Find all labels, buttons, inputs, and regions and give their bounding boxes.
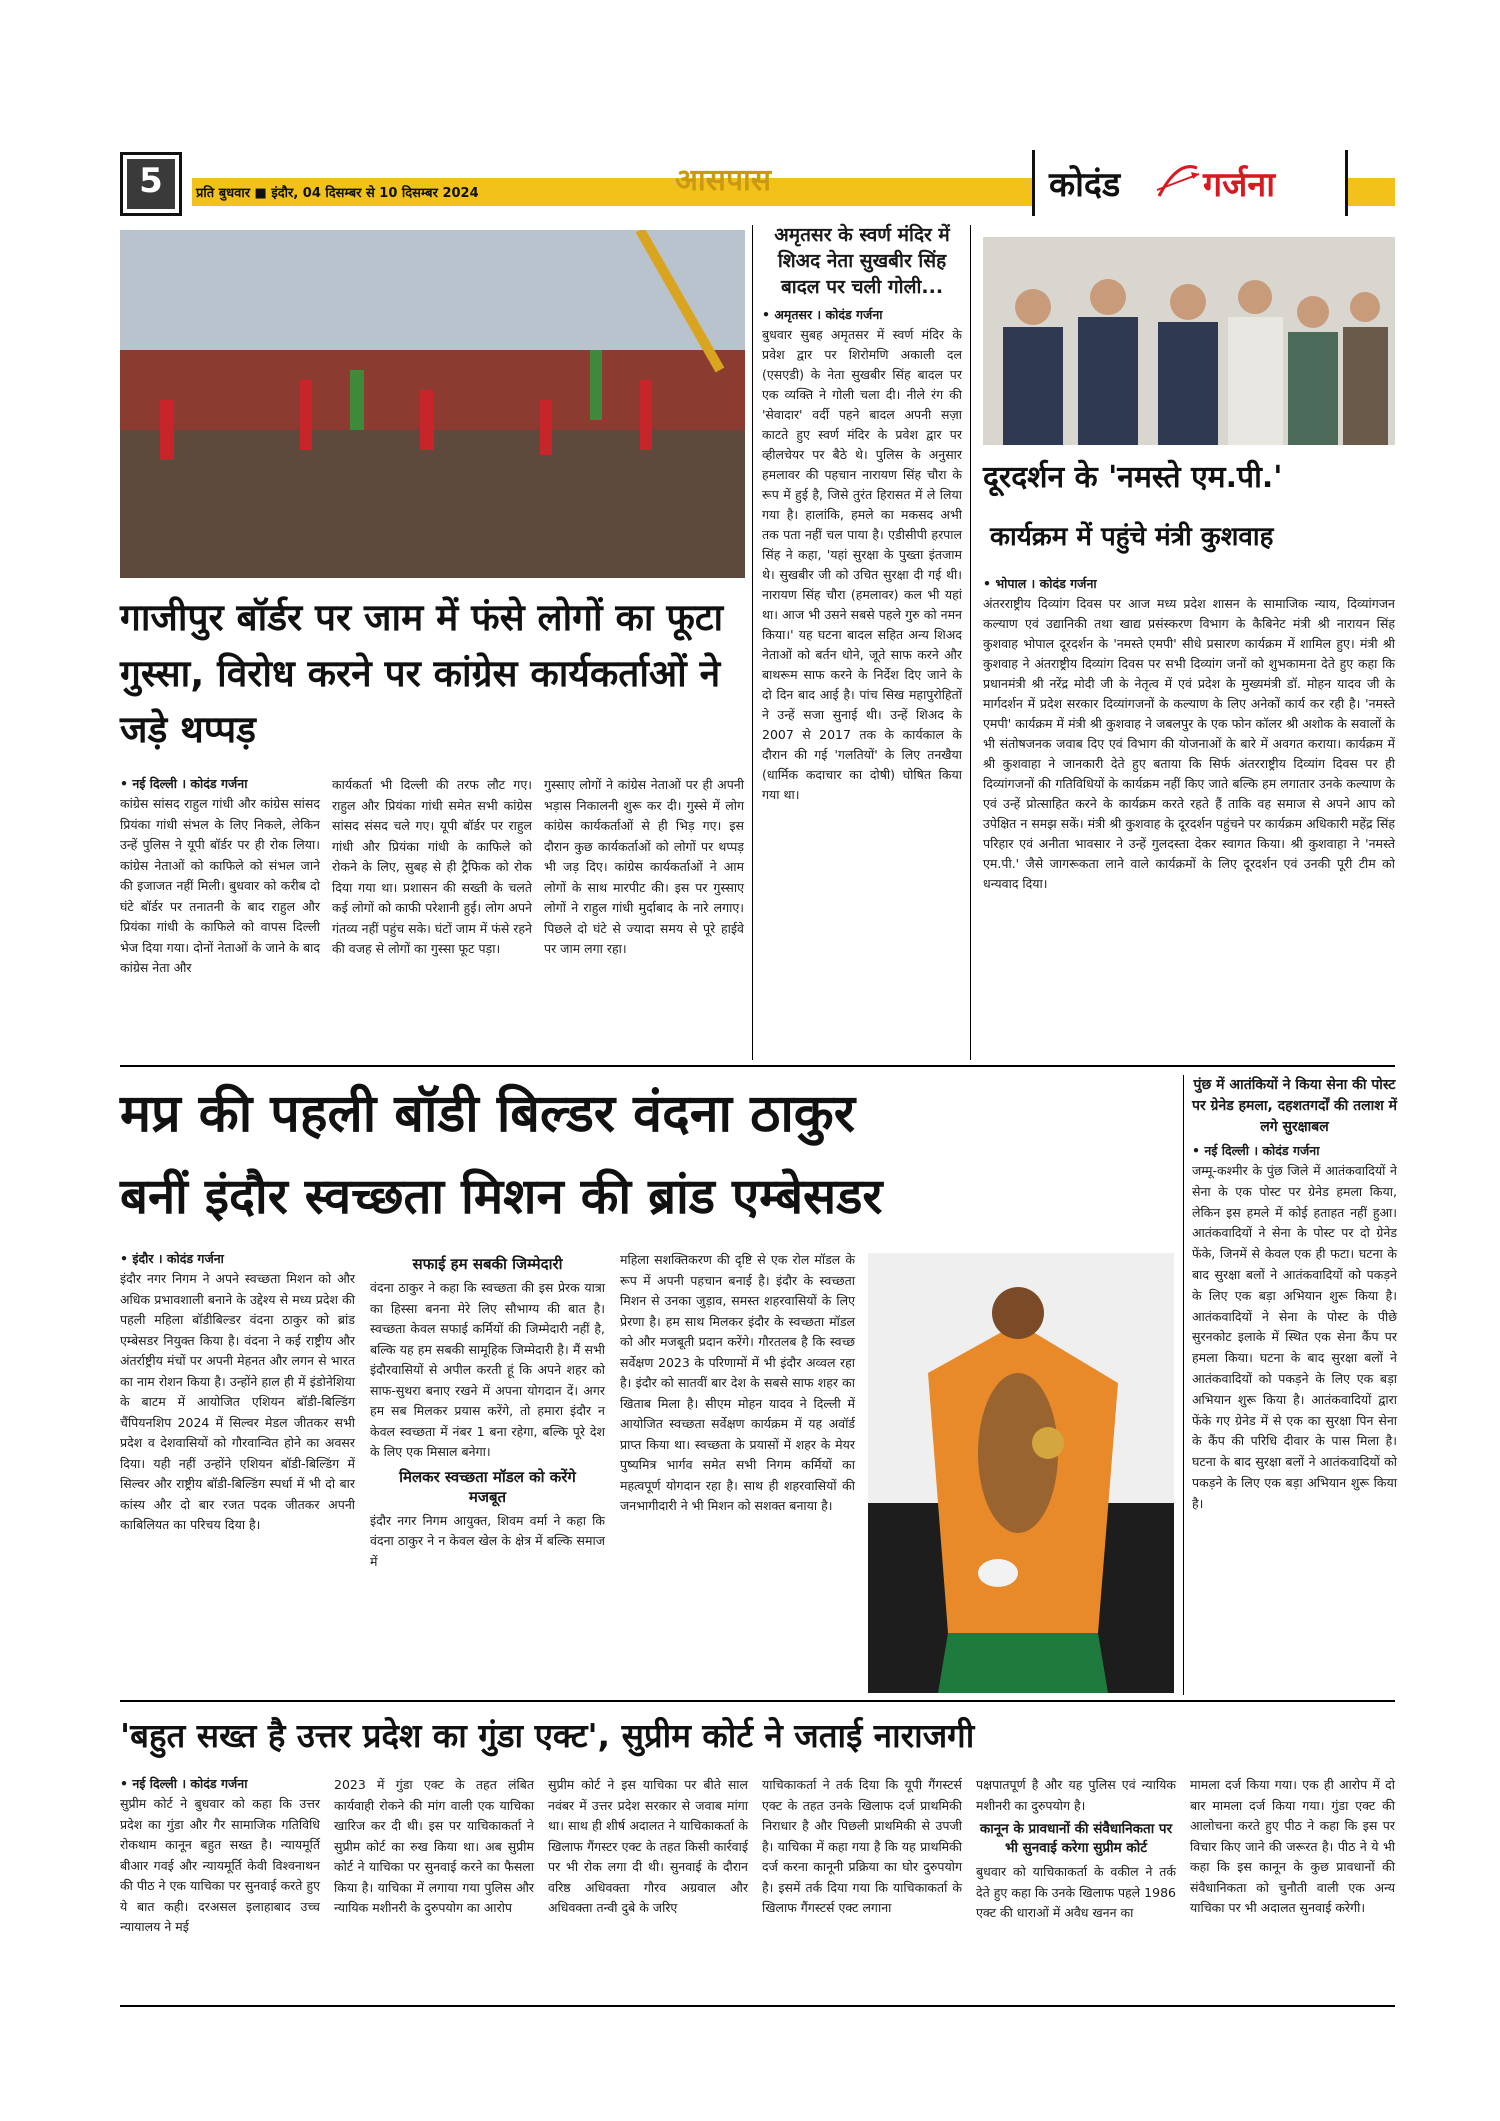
doordarshan-minister-photo xyxy=(983,237,1395,445)
supreme-col-2 xyxy=(334,1775,534,1919)
bow-arrow-icon xyxy=(1153,160,1203,208)
amritsar-article xyxy=(762,222,962,805)
dateline: प्रति बुधवार ■ इंदौर, 04 दिसम्बर से 10 दिसम्बर 2024 xyxy=(196,186,479,201)
ghazipur-col-3 xyxy=(544,775,744,960)
poonch-text: जम्मू-कश्मीर के पुंछ जिले में आतंकवादियों ने सेना के एक पोस्ट पर ग्रेनेड हमला किया, लेकिन इस हमले में कोई हताहत नहीं हुआ। आतंकवादियों ने सेना के पोस्ट पर दो ग्रेनेड फेंके, जिनमें से केवल एक ही फटा। घटना के बाद सुरक्षा बलों ने आतंकवादियों को पकड़ने के लिए एक बड़ा अभियान शुरू किया है। आतंकवादियों ने सेना के पोस्ट के पीछे सुरनकोट इलाके में स्थित एक सेना कैंप पर हमला किया। घटना के बाद सुरक्षा बलों ने आतंकवादियों को पकड़ने के लिए एक बड़ा अभियान शुरू किया है। आतंकवादियों द्वारा फेंके गए ग्रेनेड में से एक का सुरक्षा पिन सेना के कैंप की परिधि दीवार के पास मिला है। घटना के बाद सुरक्षा बलों ने आतंकवादियों को पकड़ने के लिए एक बड़ा अभियान शुरू किया है। xyxy=(1192,1163,1397,1511)
vandana-text-1: इंदौर नगर निगम ने अपने स्वच्छता मिशन को और अधिक प्रभावशाली बनाने के उद्देश्य से मध्य प्रदेश की पहली महिला बॉडीबिल्डर वंदना ठाकुर को ब्रांड एम्बेसडर नियुक्त किया है। वंदना ने कई राष्ट्रीय और अंतर्राष्ट्रीय मंचों पर अपनी मेहनत और लगन से भारत का नाम रोशन किया है। उन्होंने हाल ही में इंडोनेशिया के बाटम में आयोजित एशियन बॉडी-बिल्डिंग चैंपियनशिप 2024 में सिल्वर मेडल जीतकर सभी प्रदेश व देशवासियों को गौरवान्वित होने का अवसर दिया। यही नहीं उन्होंने एशियन बॉडी-बिल्डिंग में सिल्वर और राष्ट्रीय बॉडी-बिल्डिंग स्पर्धा में भी दो बार कांस्य और दो बार रजत पदक जीतकर अपनी काबिलियत का परिचय दिया है। xyxy=(120,1271,355,1532)
vandana-text-3: महिला सशक्तिकरण की दृष्टि से एक रोल मॉडल के रूप में अपनी पहचान बनाई है। इंदौर के स्वच्छता मिशन से उनका जुड़ाव, समस्त शहरवासियों के लिए प्रेरणा है। हम साथ मिलकर इंदौर के स्वच्छता मॉडल को और मजबूती प्रदान करेंगे। गौरतलब है कि स्वच्छ सर्वेक्षण 2023 के परिणामों में भी इंदौर अव्वल रहा है। इंदौर को सातवीं बार देश के सबसे साफ शहर का खिताब मिला है। सीएम मोहन यादव ने दिल्ली में आयोजित स्वच्छता सर्वेक्षण कार्यक्रम में यह अवॉर्ड प्राप्त किया था। स्वच्छता के प्रयासों में शहर के मेयर पुष्यमित्र भार्गव समेत सभी निगम कर्मियों का महत्वपूर्ण योगदान रहा है। साथ ही शहरवासियों की जनभागीदारी ने भी मिशन को सशक्त बनाया है। xyxy=(620,1252,855,1513)
vandana-subhead-1: सफाई हम सबकी जिम्मेदारी xyxy=(412,1255,563,1273)
poonch-article xyxy=(1192,1075,1397,1515)
supreme-text-5: पक्षपातपूर्ण है और यह पुलिस एवं न्यायिक मशीनरी का दुरुपयोग है। xyxy=(976,1777,1176,1813)
supreme-text-2: 2023 में गुंडा एक्ट के तहत लंबित कार्यवाही रोकने की मांग वाली एक याचिका खारिज कर दी थी। इस पर याचिकाकर्ता ने सुप्रीम कोर्ट का रुख किया था। अब सुप्रीम कोर्ट ने याचिका पर सुनवाई करने का फैसला किया है। याचिका में लगाया गया पुलिस और न्यायिक मशीनरी के दुरुपयोग का आरोप xyxy=(334,1777,534,1915)
vandana-headline-2: बनीं इंदौर स्वच्छता मिशन की ब्रांड एम्बेसडर xyxy=(120,1168,883,1225)
header-yellow-bar-right xyxy=(1345,178,1395,206)
masthead-right: गर्जना xyxy=(1203,165,1276,205)
doordarshan-headline-2: कार्यक्रम में पहुंचे मंत्री कुशवाह xyxy=(990,522,1274,552)
supreme-headline: 'बहुत सख्त है उत्तर प्रदेश का गुंडा एक्ट', सुप्रीम कोर्ट ने जताई नाराजगी xyxy=(120,1716,975,1755)
page-number: 5 xyxy=(127,159,175,209)
poonch-byline: • नई दिल्ली । कोदंड गर्जना xyxy=(1192,1143,1320,1158)
supreme-text-3: सुप्रीम कोर्ट ने इस याचिका पर बीते साल नवंबर में उत्तर प्रदेश सरकार से जवाब मांगा था। साथ ही शीर्ष अदालत ने याचिकाकर्ता के खिलाफ गैंगस्टर एक्ट के तहत किसी कार्रवाई पर भी रोक लगा दी थी। सुनवाई के दौरान वरिष्ठ अधिवक्ता गौरव अग्रवाल और अधिवक्ता तन्वी दुबे के जरिए xyxy=(548,1777,748,1915)
vandana-bodybuilder-photo xyxy=(868,1253,1174,1693)
poonch-headline: पुंछ में आतंकियों ने किया सेना की पोस्ट पर ग्रेनेड हमला, दहशतगर्दों की तलाश में लगे सुरक्षाबल xyxy=(1192,1077,1397,1135)
ghazipur-protest-photo xyxy=(120,230,745,578)
page-number-box xyxy=(120,152,182,216)
supreme-byline: • नई दिल्ली । कोदंड गर्जना xyxy=(120,1776,248,1791)
column-rule xyxy=(1183,1075,1184,1695)
supreme-text-5b: बुधवार को याचिकाकर्ता के वकील ने तर्क देते हुए कहा कि उनके खिलाफ पहले 1986 एक्ट की धाराओं में अवैध खनन का xyxy=(976,1864,1176,1920)
supreme-col-6 xyxy=(1190,1775,1395,1919)
vandana-headline-1: मप्र की पहली बॉडी बिल्डर वंदना ठाकुर xyxy=(120,1084,856,1144)
section-rule xyxy=(120,1065,1395,1067)
ghazipur-byline: • नई दिल्ली । कोदंड गर्जना xyxy=(120,776,248,791)
vandana-byline: • इंदौर । कोदंड गर्जना xyxy=(120,1251,224,1266)
supreme-subhead: कानून के प्रावधानों की संवैधानिकता पर भी सुनवाई करेगा सुप्रीम कोर्ट xyxy=(979,1821,1173,1856)
vandana-col-2 xyxy=(370,1250,605,1572)
ghazipur-text-1: कांग्रेस सांसद राहुल गांधी और कांग्रेस सांसद प्रियंका गांधी संभल के लिए निकले, लेकिन उन्हें पुलिस ने यूपी बॉर्डर पर ही रोक लिया। कांग्रेस नेताओं को काफिले को संभल जाने की इजाजत नहीं मिली। बुधवार को करीब दो घंटे बॉर्डर पर तनातनी के बाद राहुल और प्रियंका गांधी के काफिले को वापस दिल्ली भेज दिया गया। दोनों नेताओं के जाने के बाद कांग्रेस नेता और xyxy=(120,796,320,975)
supreme-text-1: सुप्रीम कोर्ट ने बुधवार को कहा कि उत्तर प्रदेश का गुंडा और गैर सामाजिक गतिविधि रोकथाम कानून बहुत सख्त है। न्यायमूर्ति बीआर गवई और न्यायमूर्ति केवी विश्वनाथन की पीठ ने एक याचिका पर सुनवाई करते हुए ये बात कही। दरअसल इलाहाबाद उच्च न्यायालय ने मई xyxy=(120,1796,320,1934)
column-rule xyxy=(970,225,971,1060)
ghazipur-text-2: कार्यकर्ता भी दिल्ली की तरफ लौट गए। राहुल और प्रियंका गांधी समेत सभी कांग्रेस सांसद संसद चले गए। यूपी बॉर्डर पर राहुल गांधी और प्रियंका गांधी के काफिले को रोकने के लिए, सुबह से ही ट्रैफिक को रोक दिया गया था। प्रशासन की सख्ती के चलते कई लोगों को काफी परेशानी हुई। लोग अपने गंतव्य नहीं पहुंच सके। घंटों जाम में फंसे रहने की वजह से लोगों का गुस्सा फूट पड़ा। xyxy=(332,777,532,956)
doordarshan-byline: • भोपाल । कोदंड गर्जना xyxy=(983,576,1097,591)
supreme-text-4: याचिकाकर्ता ने तर्क दिया कि यूपी गैंगस्टर्स एक्ट के तहत उनके खिलाफ दर्ज प्राथमिकी निराधार है और पिछली प्राथमिकी से उपजी है। याचिका में कहा गया है कि यह प्राथमिकी दर्ज करना कानूनी प्रक्रिया का घोर दुरुपयोग है। इसमें तर्क दिया गया कि याचिकाकर्ता के खिलाफ गैंगस्टर्स एक्ट लगाना xyxy=(762,1777,962,1915)
doordarshan-article xyxy=(983,575,1395,894)
amritsar-byline: • अमृतसर । कोदंड गर्जना xyxy=(762,307,883,322)
doordarshan-text: अंतरराष्ट्रीय दिव्यांग दिवस पर आज मध्य प्रदेश शासन के सामाजिक न्याय, दिव्यांगजन कल्याण एवं उद्यानिकी तथा खाद्य प्रसंस्करण विभाग के कैबिनेट मंत्री श्री नारायन सिंह कुशवाह भोपाल दूरदर्शन के 'नमस्ते एमपी' सीधे प्रसारण कार्यक्रम में शामिल हुए। मंत्री श्री कुशवाह ने अंतराष्ट्रीय दिव्यांग दिवस पर सभी दिव्यांग जनों को शुभकामना देते हुए कहा कि प्रधानमंत्री श्री नरेंद्र मोदी जी के नेतृत्व में एवं प्रदेश के मुख्यमंत्री डॉ. मोहन यादव जी के मार्गदर्शन में प्रदेश सरकार दिव्यांगजनों के कल्याण के लिए अनेकों कार्य कर रही है। 'नमस्ते एमपी' कार्यक्रम में मंत्री श्री कुशवाह ने जबलपुर के एक फोन कॉलर श्री अशोक के सवालों के भी संतोषजनक जवाब दिए एवं विभाग की योजनाओं के बारे में अवगत कराया। कार्यक्रम में श्री कुशवाहा ने जानकारी देते हुए बताया कि सिर्फ अंतरराष्ट्रीय दिव्यांग दिवस पर ही दिव्यांगजनों की गतिविधियों के कार्यक्रम नहीं किए जाते बल्कि हम लगातार उनके कल्याण के एवं उन्हें प्रोत्साहित करने के कार्यक्रम करते रहते हैं ताकि वह समाज से अपने आप को उपेक्षित न समझ सकें। मंत्री श्री कुशवाह के दूरदर्शन पहुंचने पर कार्यक्रम अधिकारी महेंद्र सिंह परिहार एवं अनीता भावसार ने उन्हें गुलदस्ता देकर स्वागत किया। श्री कुशवाहा ने 'नमस्ते एम.पी.' जैसे जागरूकता लाने वाले कार्यक्रमों के लिए दूरदर्शन एवं उनकी पूरी टीम को धन्यवाद दिया। xyxy=(983,596,1395,891)
section-title: आसपास xyxy=(675,163,772,198)
vandana-subhead-2: मिलकर स्वच्छता मॉडल को करेंगे मजबूत xyxy=(399,1467,576,1506)
supreme-col-4 xyxy=(762,1775,962,1919)
ghazipur-headline: गाजीपुर बॉर्डर पर जाम में फंसे लोगों का फूटा गुस्सा, विरोध करने पर कांग्रेस कार्यकर्ताओं ने जड़े थप्पड़ xyxy=(120,596,724,751)
supreme-text-6: मामला दर्ज किया गया। एक ही आरोप में दो बार मामला दर्ज किया गया। गुंडा एक्ट की आलोचना करते हुए पीठ ने कहा कि इस पर विचार किए जाने की जरूरत है। पीठ ने ये भी कहा कि इस कानून के कुछ प्रावधानों की संवैधानिकता को चुनौती वाली एक अन्य याचिका पर भी अदालत सुनवाई करेगी। xyxy=(1190,1777,1395,1915)
doordarshan-headline-1: दूरदर्शन के 'नमस्ते एम.पी.' xyxy=(983,460,1283,495)
supreme-col-3 xyxy=(548,1775,748,1919)
vandana-col-1 xyxy=(120,1250,355,1536)
column-rule xyxy=(752,225,753,1060)
ghazipur-col-1 xyxy=(120,775,320,979)
footer-rule xyxy=(120,2005,1395,2007)
masthead xyxy=(1032,150,1348,216)
ghazipur-text-3: गुस्साए लोगों ने कांग्रेस नेताओं पर ही अपनी भड़ास निकालनी शुरू कर दी। गुस्से में लोग कांग्रेस कार्यकर्ताओं से ही भिड़ गए। इस दौरान कुछ कार्यकर्ताओं को लोगों पर थप्पड़ भी जड़ दिए। कांग्रेस कार्यकर्ताओं ने आम लोगों के साथ मारपीट की। इस पर गुस्साए लोगों ने राहुल गांधी मुर्दाबाद के नारे लगाए। पिछले दो घंटे से ज्यादा समय से पूरे हाईवे पर जाम लगा रहा। xyxy=(544,777,744,956)
vandana-text-2: वंदना ठाकुर ने कहा कि स्वच्छता की इस प्रेरक यात्रा का हिस्सा बनना मेरे लिए सौभाग्य की बात है। स्वच्छता केवल सफाई कर्मियों की जिम्मेदारी नहीं है, बल्कि यह हम सबकी सामूहिक जिम्मेदारी है। मैं सभी इंदौरवासियों से अपील करती हूं कि अपने शहर को साफ-सुथरा बनाए रखने में अपना योगदान दें। अगर हम सब मिलकर प्रयास करेंगे, तो हमारा इंदौर न केवल स्वच्छता में नंबर 1 बना रहेगा, बल्कि पूरे देश के लिए एक मिसाल बनेगा। xyxy=(370,1280,605,1459)
vandana-text-2b: इंदौर नगर निगम आयुक्त, शिवम वर्मा ने कहा कि वंदना ठाकुर ने न केवल खेल के क्षेत्र में बल्कि समाज में xyxy=(370,1512,605,1569)
vandana-col-3 xyxy=(620,1250,855,1517)
amritsar-headline: अमृतसर के स्वर्ण मंदिर में शिअद नेता सुखबीर सिंह बादल पर चली गोली... xyxy=(774,224,950,298)
supreme-col-1 xyxy=(120,1775,320,1938)
masthead-left: कोदंड xyxy=(1049,165,1121,205)
section-rule xyxy=(120,1700,1395,1702)
amritsar-text: बुधवार सुबह अमृतसर में स्वर्ण मंदिर के प्रवेश द्वार पर शिरोमणि अकाली दल (एसएडी) के नेता सुखबीर सिंह बादल पर एक व्यक्ति ने गोली चला दी। नीले रंग की 'सेवादार' वर्दी पहने बादल अपनी सज़ा काटते हुए स्वर्ण मंदिर के प्रवेश द्वार पर व्हीलचेयर पर बैठे थे। पुलिस के अनुसार हमलावर की पहचान नारायण सिंह चौरा के रूप में हुई है, जिसे तुरंत हिरासत में ले लिया गया है। हालांकि, हमले का मकसद अभी तक पता नहीं चल पाया है। एडीसीपी हरपाल सिंह ने कहा, 'यहां सुरक्षा के पुख्ता इंतजाम थे। सुखबीर जी को उचित सुरक्षा दी गई थी। नारायण सिंह चौरा (हमलावर) कल भी यहां था। आज भी उसने सबसे पहले गुरु को नमन किया।' यह घटना बादल सहित अन्य शिअद नेताओं को बर्तन धोने, जूते साफ करने और बाथरूम साफ करने के निर्देश दिए जाने के दो दिन बाद आई है। पांच सिख महापुरोहितों ने उन्हें सजा सुनाई थी। उन्हें शिअद के 2007 से 2017 तक के कार्यकाल के दौरान की गई 'गलतियों' के लिए तनखैया (धार्मिक कदाचार का दोषी) घोषित किया गया था। xyxy=(762,327,962,802)
ghazipur-col-2 xyxy=(332,775,532,960)
supreme-col-5 xyxy=(976,1775,1176,1924)
